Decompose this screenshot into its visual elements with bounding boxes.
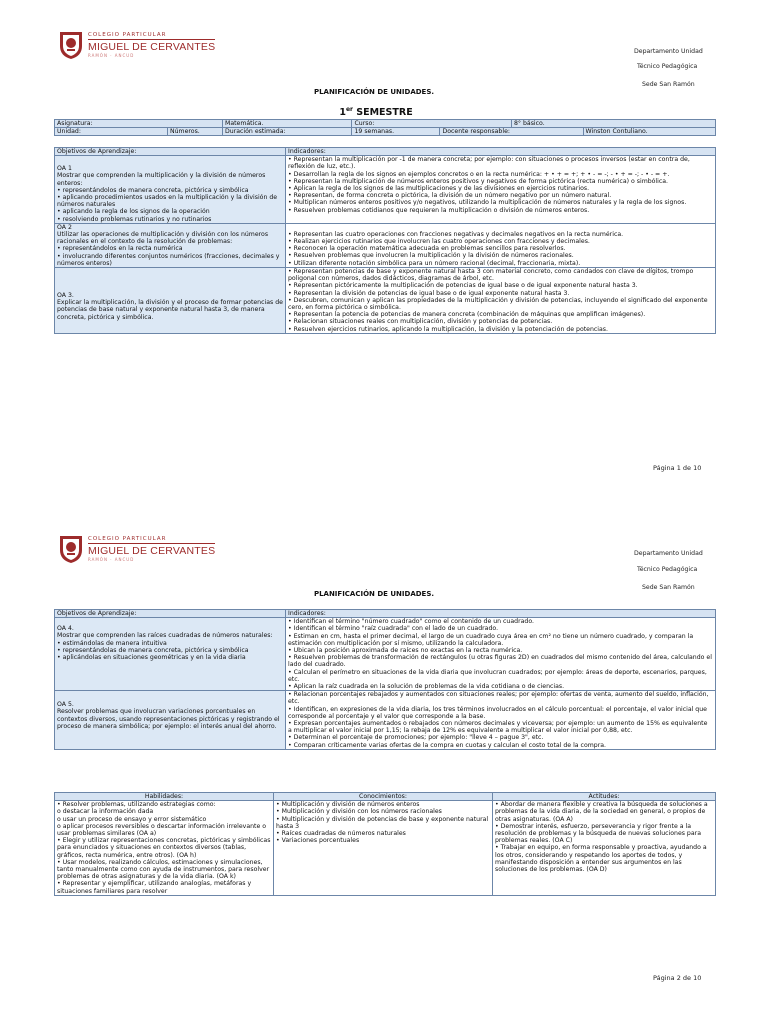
school-logo	[58, 30, 215, 60]
objectives-table-1	[54, 147, 716, 334]
indicator-item: • Relacionan situaciones reales con multiplicación, división y potencias de potencias.	[288, 318, 553, 326]
indicator-cell	[286, 268, 716, 334]
oa-title: OA 1	[57, 165, 72, 173]
indicator-cell	[286, 223, 716, 267]
actitudes-cell	[493, 801, 716, 896]
skill-item: • Usar modelos, realizando cálculos, estimaciones y simulaciones, tanto manualmente como con ayuda de instrumentos, para resolver problemas de otras asignaturas y de la vida diaria. (OA k)	[57, 858, 270, 881]
col-oa-header: Objetivos de Aprendizaje:	[55, 148, 286, 156]
habilidades-header: Habilidades:	[55, 793, 274, 801]
logo-name-text: MIGUEL DE CERVANTES	[88, 41, 216, 53]
indicator-item: • Resuelven ejercicios rutinarios, aplicando la multiplicación, la división y la potenciación de potencias.	[288, 325, 608, 333]
dept-line-1: Departamento Unidad	[634, 550, 703, 557]
indicator-cell	[286, 691, 716, 750]
oa-title: OA 2	[57, 223, 72, 231]
skill-item: o destacar la información dada	[57, 808, 154, 816]
indicator-cell	[286, 618, 716, 691]
indicator-item: • Aplican la raíz cuadrada en la solución de problemas de la vida cotidiana o de ciencias.	[288, 683, 565, 691]
indicator-item: • Estiman en cm, hasta el primer decimal, el largo de un cuadrado cuya área en cm² no tiene un número cuadrado, y comparan la estimación con multiplicación por sí mismo, utilizando la calculadora.	[288, 632, 694, 647]
indicator-item: • Representan las cuatro operaciones con fracciones negativas y decimales negativos en la recta numérica.	[288, 230, 624, 238]
page-title: PLANIFICACIÓN DE UNIDADES.	[313, 88, 435, 96]
dept-line-3: Sede San Ramón	[642, 584, 695, 591]
conocimientos-header: Conocimientos:	[274, 793, 493, 801]
habilidades-cell	[55, 801, 274, 896]
indicator-item: • Expresan porcentajes aumentados o rebajados con números decimales y viceversa; por ejemplo: un aumento de 15% es equivalente a multiplicar el valor inicial por 1,15; la rebaja de 12% es equivalente a multiplicar el valor inicial por 0,88, etc.	[288, 720, 708, 735]
oa-text: Mostrar que comprenden las raíces cuadradas de números naturales:	[57, 632, 273, 640]
indicator-item: • Comparan críticamente varias ofertas de la compra en cuotas y calculan el costo total de la compra.	[288, 741, 606, 749]
duracion-label: Duración estimada:	[223, 128, 352, 136]
actitudes-header: Actitudes:	[493, 793, 716, 801]
dept-line-3: Sede San Ramón	[642, 81, 695, 88]
indicator-item: • Identifican el término "raíz cuadrada" con el lado de un cuadrado.	[288, 625, 499, 633]
skill-item: • Elegir y utilizar representaciones concretas, pictóricas y simbólicas para enunciados y situaciones en contextos diversos (tablas, gráficos, recta numérica, entre otros). (OA h)	[57, 837, 271, 859]
objectives-table-2	[54, 609, 716, 750]
curso-value: 8° básico.	[511, 120, 715, 128]
knowledge-item: • Multiplicación y división de números enteros	[276, 801, 420, 809]
crest-icon	[58, 30, 84, 60]
semester-sup: er	[345, 106, 353, 113]
docente-label: Docente responsable:	[440, 128, 583, 136]
indicator-item: • Representan la multiplicación de números enteros positivos y negativos de forma pictórica (recta numérica) o simbólica.	[288, 177, 669, 185]
skill-item: • Resolver problemas, utilizando estrategias como:	[57, 801, 216, 809]
unidad-value: Números.	[168, 128, 223, 136]
indicator-item: • Representan la potencia de potencias de manera concreta (combinación de máquinas que amplifican imágenes).	[288, 311, 646, 319]
oa-bullet: • estimándolas de manera intuitiva	[57, 639, 167, 647]
oa-bullet: • representándolas de manera concreta, pictórica y simbólica	[57, 646, 249, 654]
indicator-item: • Representan pictóricamente la multiplicación de potencias de igual base o de igual exponente natural hasta 3.	[288, 282, 638, 290]
logo-top-text: COLEGIO PARTICULAR	[88, 536, 167, 542]
curso-label: Curso:	[352, 120, 512, 128]
indicator-cell	[286, 156, 716, 224]
oa-bullet: • resolviendo problemas rutinarios y no rutinarios	[57, 215, 212, 223]
oa-bullet: • aplicando la regla de los signos de la operación	[57, 208, 210, 216]
attitude-item: • Trabajar en equipo, en forma responsable y proactiva, ayudando a los otros, considerando y respetando los aportes de todos, y manifestando disposición a entender sus argumentos en las soluciones de los problemas. (OA D)	[495, 844, 707, 874]
knowledge-item: • Variaciones porcentuales	[276, 837, 360, 845]
indicator-item: • Representan la división de potencias de igual base o de igual exponente natural hasta 3.	[288, 289, 570, 297]
crest-icon	[58, 534, 84, 564]
knowledge-item: • Raíces cuadradas de números naturales	[276, 830, 406, 838]
indicator-item: • Descubren, comunican y aplican las propiedades de la multiplicación y división de potencias, incluyendo el significado del exponente cero, en forma pictórica o simbólica.	[288, 296, 708, 312]
attitude-item: • Demostrar interés, esfuerzo, perseverancia y rigor frente a la resolución de problemas y la búsqueda de nuevas soluciones para problemas reales. (OA C)	[495, 822, 701, 845]
oa-cell	[55, 618, 286, 691]
school-logo	[58, 534, 215, 564]
oa-cell	[55, 223, 286, 267]
semester-word: SEMESTRE	[352, 107, 413, 119]
indicator-item: • Representan potencias de base y exponente natural hasta 3 con material concreto, como candados con clave de dígitos, trompo poligonal con números, dados didácticos, diagramas de árbol, etc.	[288, 268, 694, 283]
duracion-value: 19 semanas.	[352, 128, 440, 136]
oa-cell	[55, 268, 286, 334]
logo-top-text: COLEGIO PARTICULAR	[88, 32, 167, 38]
oa-text: Explicar la multiplicación, la división y el proceso de formar potencias de potencias de base natural y exponente natural hasta 3, de manera concreta, pictórica y simbólica.	[57, 299, 283, 321]
indicator-item: • Realizan ejercicios rutinarios que involucren las cuatro operaciones con fracciones y decimales.	[288, 238, 590, 246]
oa-cell	[55, 156, 286, 224]
table-row	[55, 801, 716, 896]
skill-item: • Representar y ejemplificar, utilizando analogías, metáforas y situaciones familiares para resolver	[57, 880, 252, 895]
asignatura-value: Matemática.	[223, 120, 352, 128]
col-ind-header: Indicadores:	[286, 148, 716, 156]
semester-title	[0, 106, 760, 118]
page-title: PLANIFICACIÓN DE UNIDADES.	[313, 590, 435, 598]
indicator-item: • Representan, de forma concreta o pictórica, la división de un número negativo por un número natural.	[288, 192, 612, 200]
skill-item: o aplicar procesos reversibles o descartar información irrelevante o usar problemas similares (OA a)	[57, 822, 267, 838]
page-2	[0, 512, 768, 1024]
table-row	[55, 618, 716, 691]
oa-cell	[55, 691, 286, 750]
asignatura-label: Asignatura:	[55, 120, 223, 128]
oa-text: Resolver problemas que involucran variaciones porcentuales en contextos diversos, usando representaciones pictóricas y registrando el proceso de manera simbólica; por ejemplo: el interés anual del ahorro.	[57, 708, 280, 730]
indicator-item: • Relacionan porcentajes rebajados y aumentados con situaciones reales; por ejemplo: ofertas de venta, aumento del sueldo, inflación, etc.	[288, 691, 709, 706]
table-row	[55, 268, 716, 334]
oa-bullet: • involucrando diferentes conjuntos numéricos (fracciones, decimales y números enteros)	[57, 252, 280, 267]
docente-value: Winston Contuliano.	[583, 128, 715, 136]
logo-sub-text: RAMÓN · ANCUD	[88, 557, 135, 562]
indicator-item: • Ubican la posición aproximada de raíces no exactas en la recta numérica.	[288, 647, 523, 655]
indicator-item: • Resuelven problemas cotidianos que requieren la multiplicación o división de números enteros.	[288, 206, 590, 214]
indicator-item: • Calculan el perímetro en situaciones de la vida diaria que involucran cuadrados; por ejemplo: áreas de deporte, escenarios, parques, etc.	[288, 668, 707, 683]
oa-title: OA 3.	[57, 292, 74, 300]
oa-bullet: • aplicando procedimientos usados en la multiplicación y la división de números naturales	[57, 194, 278, 209]
table-row	[55, 223, 716, 267]
indicator-item: • Identifican el término "número cuadrado" como el contenido de un cuadrado.	[288, 618, 534, 626]
oa-bullet: • aplicándolas en situaciones geométricas y en la vida diaria	[57, 654, 246, 662]
page-number-2: Página 2 de 10	[653, 974, 702, 982]
indicator-item: • Reconocen la operación matemática adecuada en problemas sencillos para resolverlos.	[288, 245, 566, 253]
col-oa-header: Objetivos de Aprendizaje:	[55, 610, 286, 618]
table-row	[55, 156, 716, 224]
dept-line-2: Técnico Pedagógica	[637, 63, 698, 70]
indicator-item: • Representan la multiplicación por -1 de manera concreta; por ejemplo: con situaciones o procesos inversos (estar en contra de, reflexión de luz, etc.).	[288, 156, 690, 171]
semester-number: 1	[339, 107, 346, 119]
info-table	[54, 119, 716, 136]
dept-line-1: Departamento Unidad	[634, 48, 703, 55]
indicator-item: • Identifican, en expresiones de la vida diaria, los tres términos involucrados en el cálculo porcentual: el porcentaje, el valor inicial que corresponde al porcentaje y el valor que corresponde a la base.	[288, 705, 707, 720]
knowledge-item: • Multiplicación y división con los números racionales	[276, 808, 442, 816]
col-ind-header: Indicadores:	[286, 610, 716, 618]
unidad-label: Unidad:	[55, 128, 168, 136]
oa-text: Mostrar que comprenden la multiplicación y la división de números enteros:	[57, 172, 266, 187]
knowledge-item: • Multiplicación y división de potencias de base y exponente natural hasta 3	[276, 815, 489, 830]
attitude-item: • Abordar de manera flexible y creativa la búsqueda de soluciones a problemas de la vida diaria, de la sociedad en general, o propios de otras asignaturas. (OA A)	[495, 801, 708, 823]
indicator-item: • Determinan el porcentaje de promociones; por ejemplo: "lleve 4 – pague 3", etc.	[288, 734, 544, 742]
oa-bullet: • representándolos en la recta numérica	[57, 245, 183, 253]
skill-item: o usar un proceso de ensayo y error sistemático	[57, 815, 207, 823]
logo-sub-text: RAMÓN · ANCUD	[88, 53, 135, 58]
oa-text: Utilizar las operaciones de multiplicación y división con los números racionales en el contexto de la resolución de problemas:	[57, 231, 269, 246]
indicator-item: • Aplican la regla de los signos de las multiplicaciones y de las divisiones en ejercicios rutinarios.	[288, 185, 590, 193]
page-number-1: Página 1 de 10	[653, 464, 702, 472]
oa-bullet: • representándolos de manera concreta, pictórica y simbólica	[57, 186, 249, 194]
logo-name-text: MIGUEL DE CERVANTES	[88, 545, 216, 557]
indicator-item: • Resuelven problemas que involucren la multiplicación y la división de números racionales.	[288, 252, 574, 260]
indicator-item: • Desarrollan la regla de los signos en ejemplos concretos o en la recta numérica: + • + = +; + • - = -; - • + = -; - • - = +.	[288, 170, 670, 178]
indicator-item: • Multiplican números enteros positivos y/o negativos, utilizando la multiplicación de números naturales y la regla de los signos.	[288, 199, 687, 207]
conocimientos-cell	[274, 801, 493, 896]
oa-title: OA 5.	[57, 701, 74, 709]
table-row	[55, 691, 716, 750]
oa-title: OA 4.	[57, 625, 74, 633]
skills-table	[54, 792, 716, 896]
indicator-item: • Utilizan diferente notación simbólica para un número racional (decimal, fraccionaria, mixta).	[288, 259, 581, 267]
dept-line-2: Técnico Pedagógica	[637, 566, 698, 573]
indicator-item: • Resuelven problemas de transformación de rectángulos (u otras figuras 2D) en cuadrados del mismo contenido del área, calculando el lado del cuadrado.	[288, 654, 712, 669]
